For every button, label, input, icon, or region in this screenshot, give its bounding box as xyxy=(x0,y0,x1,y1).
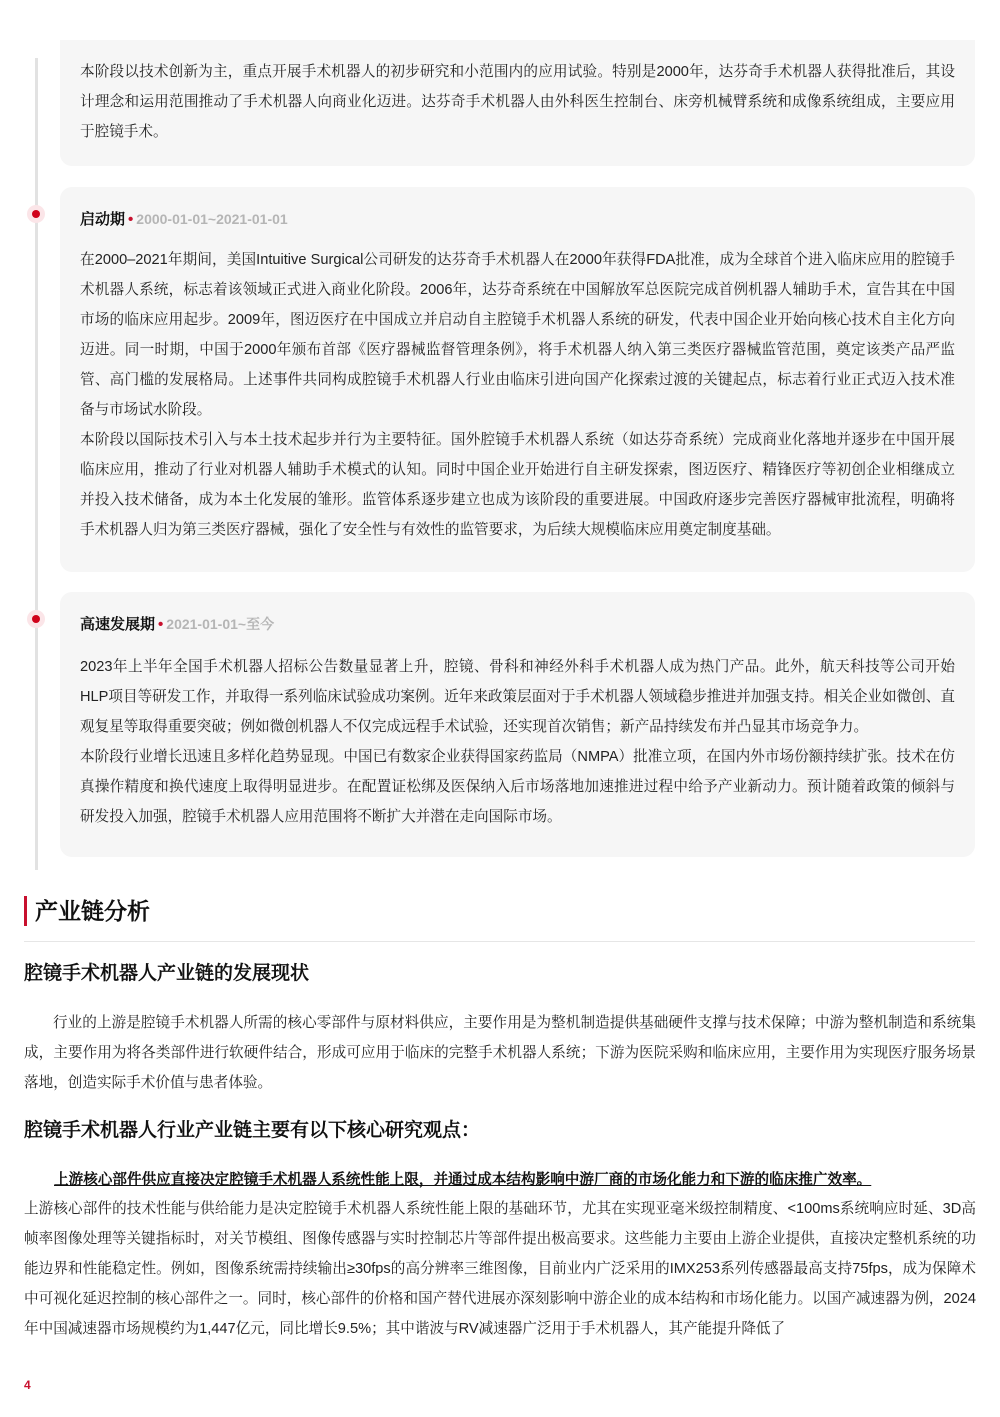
body-paragraph: 上游核心部件的技术性能与供给能力是决定腔镜手术机器人系统性能上限的基础环节，尤其在实现亚毫米级控制精度、<100ms系统响应时延、3D高帧率图像处理等关键指标时，对关节模组、图像传感器与实时控制芯片等部件提出极高要求。这些能力主要由上游企业提供，直接决定整机系统的功能边界和性能稳定性。例如，图像系统需持续输出≥30fps的高分辨率三维图像，目前业内广泛采用的IMX253系列传感器最高支持75fps，成为保障术中可视化延迟控制的核心部件之一。同时，核心部件的价格和国产替代进展亦深刻影响中游企业的成本结构和市场化能力。以国产减速器为例，2024年中国减速器市场规模约为1,447亿元，同比增长9.5%；其中谐波与RV减速器广泛用于手术机器人，其产能提升降低了 xyxy=(24,1201,976,1337)
timeline-paragraph: 本阶段行业增长迅速且多样化趋势显现。中国已有数家企业获得国家药监局（NMPA）批准立项，在国内外市场份额持续扩张。技术在仿真操作精度和换代速度上取得明显进步。在配置证松绑及医保纳入后市场落地加速推进过程中给予产业新动力。预计随着政策的倾斜与研发投入加强，腔镜手术机器人应用范围将不断扩大并潜在走向国际市场。 xyxy=(80,749,955,825)
timeline-paragraph: 在2000–2021年期间，美国Intuitive Surgical公司研发的达芬奇手术机器人在2000年获得FDA批准，成为全球首个进入临床应用的腔镜手术机器人系统，标志着该领域正式进入商业化阶段。2006年，达芬奇系统在中国解放军总医院完成首例机器人辅助手术，宣告其在中国市场的临床应用起步。2009年，图迈医疗在中国成立并启动自主腔镜手术机器人系统的研发，代表中国企业开始向核心技术自主化方向迈进。同一时期，中国于2000年颁布首部《医疗器械监督管理条例》，将手术机器人纳入第三类医疗器械监管范围，奠定该类产品严监管、高门槛的发展格局。上述事件共同构成腔镜手术机器人行业由临床引进向国产化探索过渡的关键起点，标志着行业正式迈入技术准备与市场试水阶段。 xyxy=(80,252,955,418)
stage-date: 2000-01-01~2021-01-01 xyxy=(136,211,288,227)
stage-separator: • xyxy=(158,616,164,633)
timeline-dot xyxy=(27,610,45,628)
subsection-title: 腔镜手术机器人行业产业链主要有以下核心研究观点： xyxy=(24,1120,481,1141)
timeline-dot xyxy=(27,205,45,223)
timeline-paragraph: 本阶段以国际技术引入与本土技术起步并行为主要特征。国外腔镜手术机器人系统（如达芬奇系统）完成商业化落地并逐步在中国开展临床应用，推动了行业对机器人辅助手术模式的认知。同时中国企业开始进行自主研发探索，图迈医疗、精锋医疗等初创企业相继成立并投入技术储备，成为本土化发展的雏形。监管体系逐步建立也成为该阶段的重要进展。中国政府逐步完善医疗器械审批流程，明确将手术机器人归为第三类医疗器械，强化了安全性与有效性的监管要求，为后续大规模临床应用奠定制度基础。 xyxy=(80,432,955,538)
timeline-line xyxy=(35,58,38,870)
stage-header xyxy=(80,209,955,229)
stage-header xyxy=(80,614,955,634)
section-title: 产业链分析 xyxy=(24,896,150,926)
section-divider xyxy=(24,941,975,942)
stage-name: 启动期 xyxy=(80,211,126,228)
stage-separator: • xyxy=(128,211,134,228)
page-number: 4 xyxy=(24,1378,31,1392)
timeline-card-research xyxy=(60,40,975,166)
timeline-card-startup xyxy=(60,187,975,572)
body-paragraph: 行业的上游是腔镜手术机器人所需的核心零部件与原材料供应，主要作用是为整机制造提供基础硬件支撑与技术保障；中游为整机制造和系统集成，主要作用为将各类部件进行软硬件结合，形成可应用于临床的完整手术机器人系统；下游为医院采购和临床应用，主要作用为实现医疗服务场景落地，创造实际手术价值与患者体验。 xyxy=(24,1015,976,1091)
timeline-card-growth xyxy=(60,592,975,857)
stage-name: 高速发展期 xyxy=(80,616,156,633)
timeline-paragraph: 本阶段以技术创新为主，重点开展手术机器人的初步研究和小范围内的应用试验。特别是2000年，达芬奇手术机器人获得批准后，其设计理念和运用范围推动了手术机器人向商业化迈进。达芬奇手术机器人由外科医生控制台、床旁机械臂系统和成像系统组成，主要应用于腔镜手术。 xyxy=(80,64,955,140)
subsection-title: 腔镜手术机器人产业链的发展现状 xyxy=(24,963,310,984)
timeline-paragraph: 2023年上半年全国手术机器人招标公告数量显著上升，腔镜、骨科和神经外科手术机器人成为热门产品。此外，航天科技等公司开始HLP项目等研发工作，并取得一系列临床试验成功案例。近年来政策层面对于手术机器人领域稳步推进并加强支持。相关企业如微创、直观复星等取得重要突破；例如微创机器人不仅完成远程手术试验，还实现首次销售；新产品持续发布并凸显其市场竞争力。 xyxy=(80,659,955,735)
stage-date: 2021-01-01~至今 xyxy=(166,616,275,632)
key-point: 上游核心部件供应直接决定腔镜手术机器人系统性能上限，并通过成本结构影响中游厂商的市场化能力和下游的临床推广效率。 xyxy=(54,1172,872,1188)
